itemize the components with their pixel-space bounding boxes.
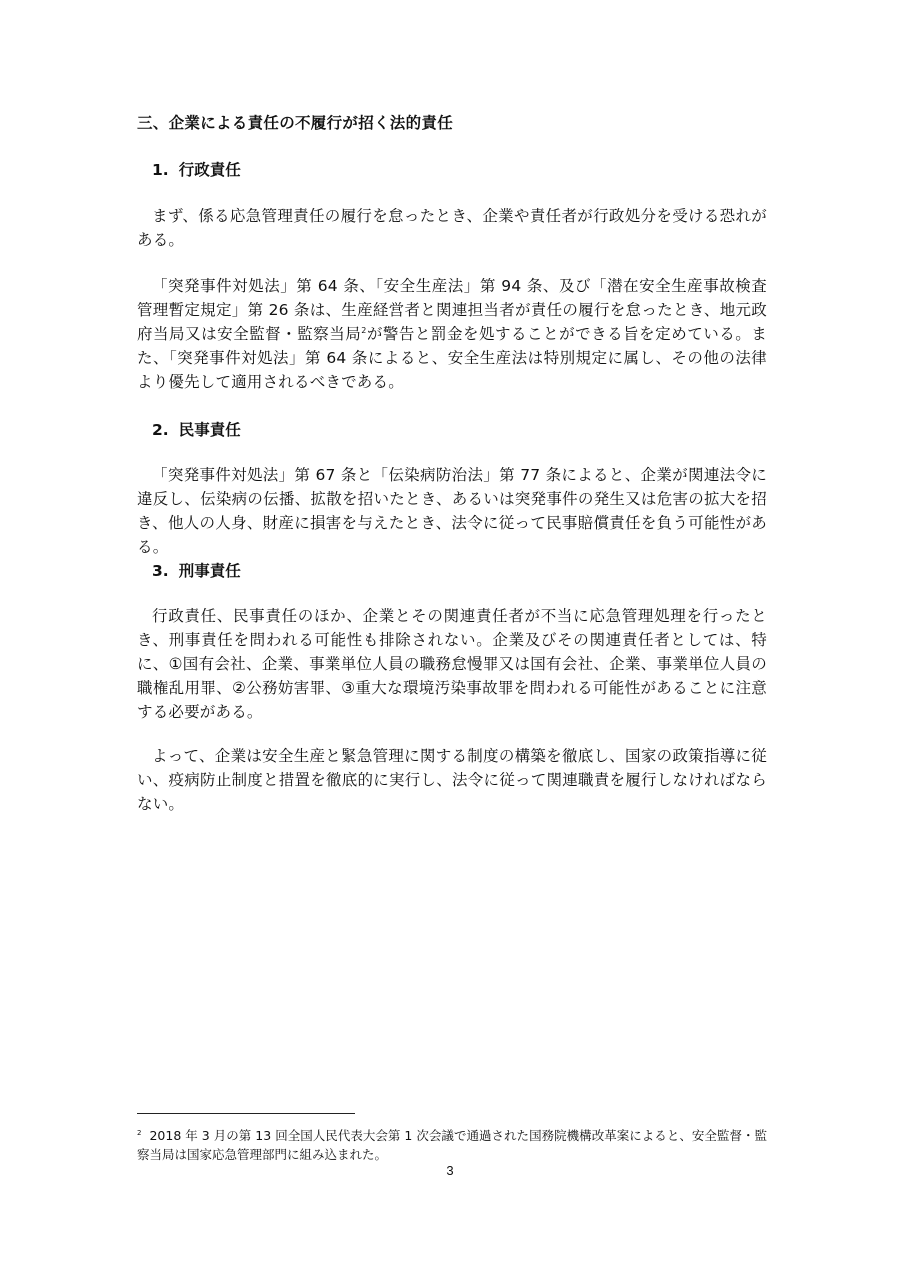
subsection-title: 刑事責任 — [178, 562, 241, 580]
subsection-title: 行政責任 — [178, 161, 241, 179]
paragraph-administrative-intro: まず、係る応急管理責任の履行を怠ったとき、企業や責任者が行政処分を受ける恐れがある。 — [137, 207, 767, 249]
page-number: 3 — [446, 1163, 454, 1178]
paragraph-criminal: 行政責任、民事責任のほか、企業とその関連責任者が不当に応急管理処理を行ったとき、刑事責任を問われる可能性も排除されない。企業及びその関連責任者としては、特に、①国有会社、企業、事業単位人員の職務怠慢罪又は国有会社、企業、事業単位人員の職権乱用罪、②公務妨害罪、③重大な環境汚染事故罪を問われる可能性があることに注意する必要がある。 — [137, 607, 767, 721]
section-title: 三、企業による責任の不履行が招く法的責任 — [137, 114, 454, 132]
subsection-title: 民事責任 — [178, 421, 241, 439]
footnote — [137, 1126, 767, 1164]
subsection-number: 2. — [152, 421, 169, 439]
footnote-mark: 2 — [137, 1128, 142, 1137]
paragraph-civil: 「突発事件対処法」第 67 条と「伝染病防治法」第 77 条によると、企業が関連法令に違反し、伝染病の伝播、拡散を招いたとき、あるいは突発事件の発生又は危害の拡大を招き、他人の人身、財産に損害を与えたとき、法令に従って民事賠償責任を負う可能性がある。 — [137, 466, 767, 556]
subsection-heading-criminal — [152, 559, 241, 581]
paragraph-text: 「突発事件対処法」第 64 条、「安全生産法」第 94 条、及び「潜在安全生産事故検査管理暫定規定」第 26 条は、生産経営者と関連担当者が責任の履行を怠ったとき、地元政府当局又は安全監督・監察当局 — [137, 277, 767, 343]
footnote-separator — [137, 1113, 355, 1114]
paragraph-administrative-law — [137, 274, 767, 394]
subsection-number: 1. — [152, 161, 169, 179]
subsection-heading-administrative — [152, 158, 241, 180]
footnote-reference: 2 — [361, 325, 367, 335]
paragraph-conclusion: よって、企業は安全生産と緊急管理に関する制度の構築を徹底し、国家の政策指導に従い、疫病防止制度と措置を徹底的に実行し、法令に従って関連職責を履行しなければならない。 — [137, 747, 767, 813]
paragraph-text: が警告と罰金を処することができる旨を定めている。また、「突発事件対処法」第 64 条によると、安全生産法は特別規定に属し、その他の法律より優先して適用されるべきである。 — [137, 325, 767, 391]
footnote-text: 2018 年 3 月の第 13 回全国人民代表大会第 1 次会議で通過された国務院機構改革案によると、安全監督・監察当局は国家応急管理部門に組み込まれた。 — [137, 1128, 767, 1162]
subsection-number: 3. — [152, 562, 169, 580]
subsection-heading-civil — [152, 418, 241, 440]
